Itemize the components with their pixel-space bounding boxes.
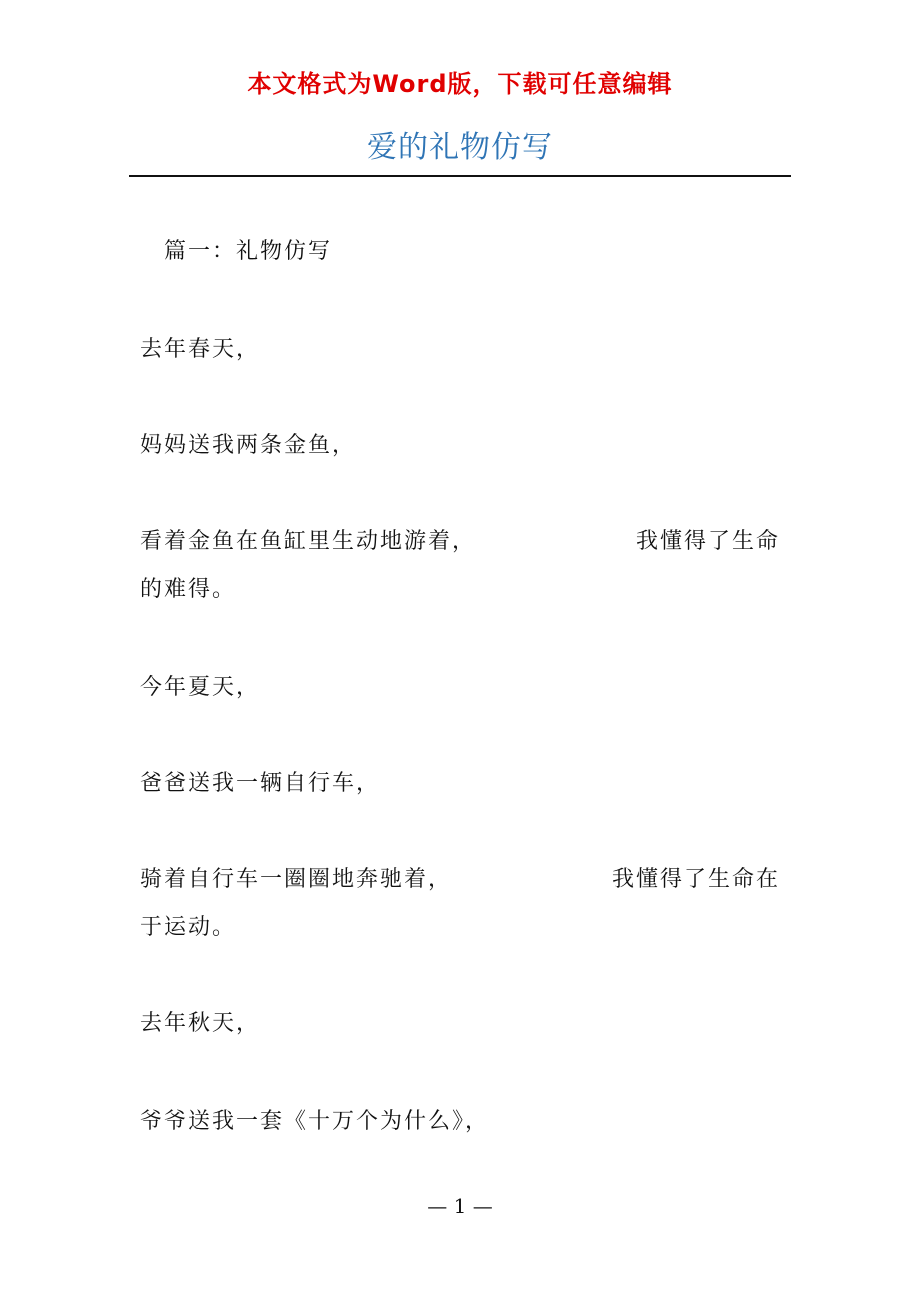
poem-line: 去年春天， <box>140 337 261 362</box>
poem-line: 于运动。 <box>140 915 237 940</box>
poem-line: 妈妈送我两条金鱼， <box>140 433 357 458</box>
page-number: — 1 — <box>427 1194 493 1218</box>
poem-line: 爷爷送我一套《十万个为什么》， <box>140 1109 490 1134</box>
section-heading: 篇一：礼物仿写 <box>164 239 333 264</box>
poem-line-split <box>140 856 780 904</box>
poem-line: 今年夏天， <box>140 675 261 700</box>
poem-line-right: 我懂得了生命 <box>635 529 780 554</box>
document-title: 爱的礼物仿写 <box>367 130 553 165</box>
format-notice: 本文格式为Word版，下载可任意编辑 <box>247 70 673 98</box>
poem-line: 爸爸送我一辆自行车， <box>140 771 381 796</box>
poem-line-left: 看着金鱼在鱼缸里生动地游着， <box>140 529 477 554</box>
poem-line-left: 骑着自行车一圈圈地奔驰着， <box>140 867 453 892</box>
poem-line-right: 我懂得了生命在 <box>611 867 780 892</box>
poem-line: 去年秋天， <box>140 1011 261 1036</box>
title-divider <box>129 175 791 177</box>
poem-line: 的难得。 <box>140 577 237 602</box>
poem-line-split <box>140 518 780 566</box>
